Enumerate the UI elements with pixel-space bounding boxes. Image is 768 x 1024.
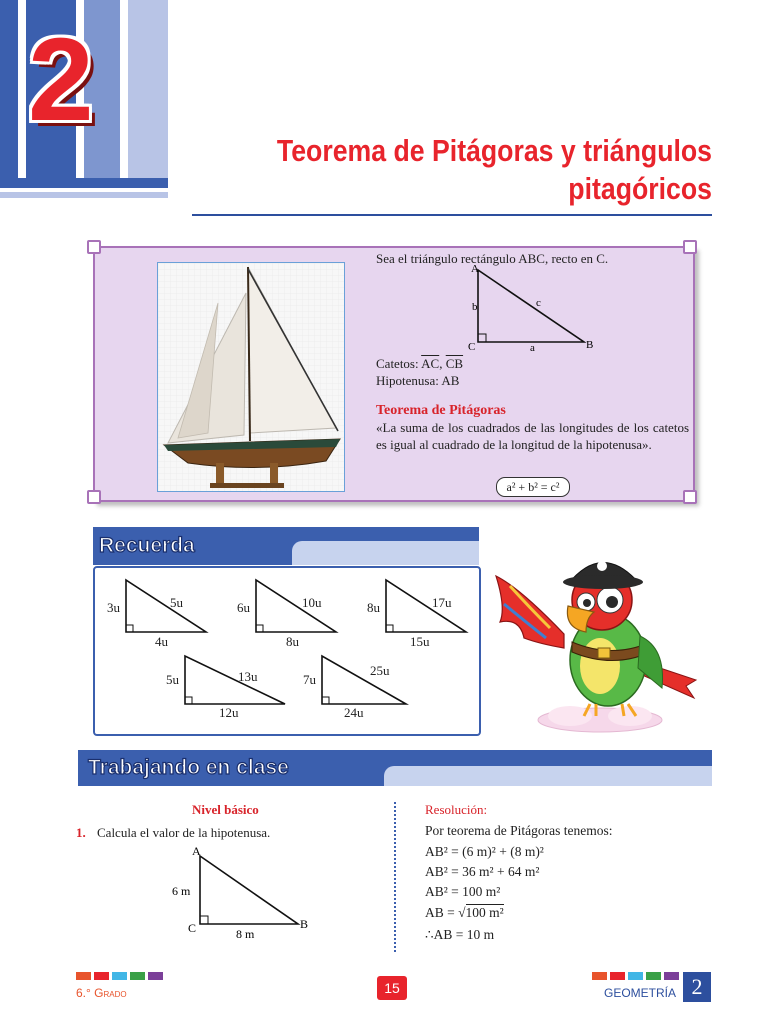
cateto-cb: $\overline{CB}$ — [445, 356, 464, 371]
clase-title: Trabajando en clase — [88, 756, 289, 779]
formula-badge: a² + b² = c² — [496, 477, 570, 497]
level-heading: Nivel básico — [192, 802, 259, 817]
footer-color-square — [592, 972, 607, 980]
side-vertical-label: 6 m — [172, 884, 191, 898]
grade-label: 6.° Grado — [76, 986, 127, 1000]
resolution-step: AB² = 100 m² — [425, 884, 501, 899]
triangle-hypotenuse: 25u — [370, 663, 390, 678]
pythagorean-triangle — [183, 654, 287, 706]
vertex-c-label: C — [468, 341, 476, 353]
header-stripe-1 — [0, 0, 18, 178]
problem-triangle — [172, 844, 320, 944]
catetos-label: Catetos: — [376, 356, 419, 371]
triangle-hypotenuse: 10u — [302, 595, 322, 610]
column-separator — [394, 802, 396, 952]
vertex-b-label: B — [586, 339, 594, 351]
side-c-label: c — [536, 297, 541, 309]
catetos-separator: , — [439, 356, 446, 371]
resolution-step: ∴AB = 10 m — [425, 927, 495, 942]
footer-color-square — [628, 972, 643, 980]
resolution-step: AB = — [425, 905, 459, 920]
theorem-title: Teorema de Pitágoras — [376, 403, 506, 418]
header-stripe-6 — [120, 0, 128, 178]
header-stripe-7 — [128, 0, 168, 178]
title-rule — [192, 214, 712, 216]
sqrt-symbol: √ — [458, 905, 466, 920]
triangle-leg: 24u — [344, 705, 364, 720]
vertex-c-label: C — [188, 921, 197, 935]
side-a-label: a — [530, 342, 535, 354]
triangle-hypotenuse: 5u — [170, 595, 183, 610]
subject-label: GEOMETRÍA — [604, 986, 677, 1000]
footer-color-square — [94, 972, 109, 980]
vertex-a-label: A — [192, 844, 201, 858]
problem-text: Calcula el valor de la hipotenusa. — [97, 825, 271, 840]
header-band — [0, 178, 168, 188]
triangle-abc-diagram — [464, 262, 604, 352]
recuerda-title: Recuerda — [99, 534, 195, 557]
corner-ornament — [87, 490, 101, 504]
vertex-a-label: A — [471, 263, 479, 275]
recuerda-bar-light — [292, 541, 479, 565]
triangle-leg: 4u — [155, 634, 168, 649]
footer-color-square — [664, 972, 679, 980]
triangle-leg: 15u — [410, 634, 430, 649]
catetos-line — [376, 355, 463, 372]
footer-color-square — [76, 972, 91, 980]
resolution-title: Resolución: — [425, 802, 488, 817]
title-line-2: pitagóricos — [568, 171, 712, 206]
side-horizontal-label: 8 m — [236, 927, 255, 941]
triangle-leg: 8u — [367, 600, 380, 615]
resolution-step-sqrt — [425, 904, 504, 921]
footer-color-square — [130, 972, 145, 980]
footer-color-square — [610, 972, 625, 980]
triangle-leg: 6u — [237, 600, 250, 615]
triangle-leg: 12u — [219, 705, 239, 720]
footer-color-square — [112, 972, 127, 980]
corner-ornament — [683, 240, 697, 254]
corner-ornament — [683, 490, 697, 504]
theorem-text: «La suma de los cuadrados de las longitudes de los catetos es igual al cuadrado de la longitud de la hipotenusa». — [376, 420, 689, 452]
footer-color-square — [148, 972, 163, 980]
pirate-parrot-illustration — [490, 548, 700, 738]
triangle-leg: 3u — [107, 600, 120, 615]
chapter-badge: 2 — [683, 972, 711, 1002]
chapter-number: 2 — [28, 14, 92, 146]
pythagorean-triangle — [124, 578, 208, 634]
page-title — [265, 132, 712, 208]
vertex-b-label: B — [300, 917, 309, 931]
title-line-1: Teorema de Pitágoras y triángulos — [276, 133, 712, 168]
resolution-step: Por teorema de Pitágoras tenemos: — [425, 823, 613, 838]
side-b-label: b — [472, 301, 478, 313]
resolution-step: AB² = (6 m)² + (8 m)² — [425, 844, 544, 859]
cateto-ac: $\overline{AC}$ — [421, 356, 440, 371]
hipotenusa-line: Hipotenusa: AB — [376, 373, 460, 388]
header-band-light — [0, 192, 168, 198]
sqrt-radicand: 100 m² — [465, 905, 504, 920]
triangle-leg: 7u — [303, 672, 316, 687]
problem-number: 1. — [76, 825, 86, 840]
pythagorean-triangle — [320, 654, 408, 706]
triangle-hypotenuse: 13u — [238, 669, 258, 684]
header-stripe-2 — [18, 0, 26, 178]
sailboat-photo — [157, 262, 345, 492]
clase-bar-light — [384, 766, 712, 786]
triangle-hypotenuse: 17u — [432, 595, 452, 610]
triangle-leg: 8u — [286, 634, 299, 649]
resolution-step: AB² = 36 m² + 64 m² — [425, 864, 540, 879]
pythagorean-triangle — [384, 578, 468, 634]
corner-ornament — [87, 240, 101, 254]
page-number: 15 — [377, 976, 407, 1000]
pythagorean-triangle — [254, 578, 338, 634]
footer-color-square — [646, 972, 661, 980]
theory-intro: Sea el triángulo rectángulo ABC, recto en C. — [376, 251, 609, 266]
triangle-leg: 5u — [166, 672, 179, 687]
